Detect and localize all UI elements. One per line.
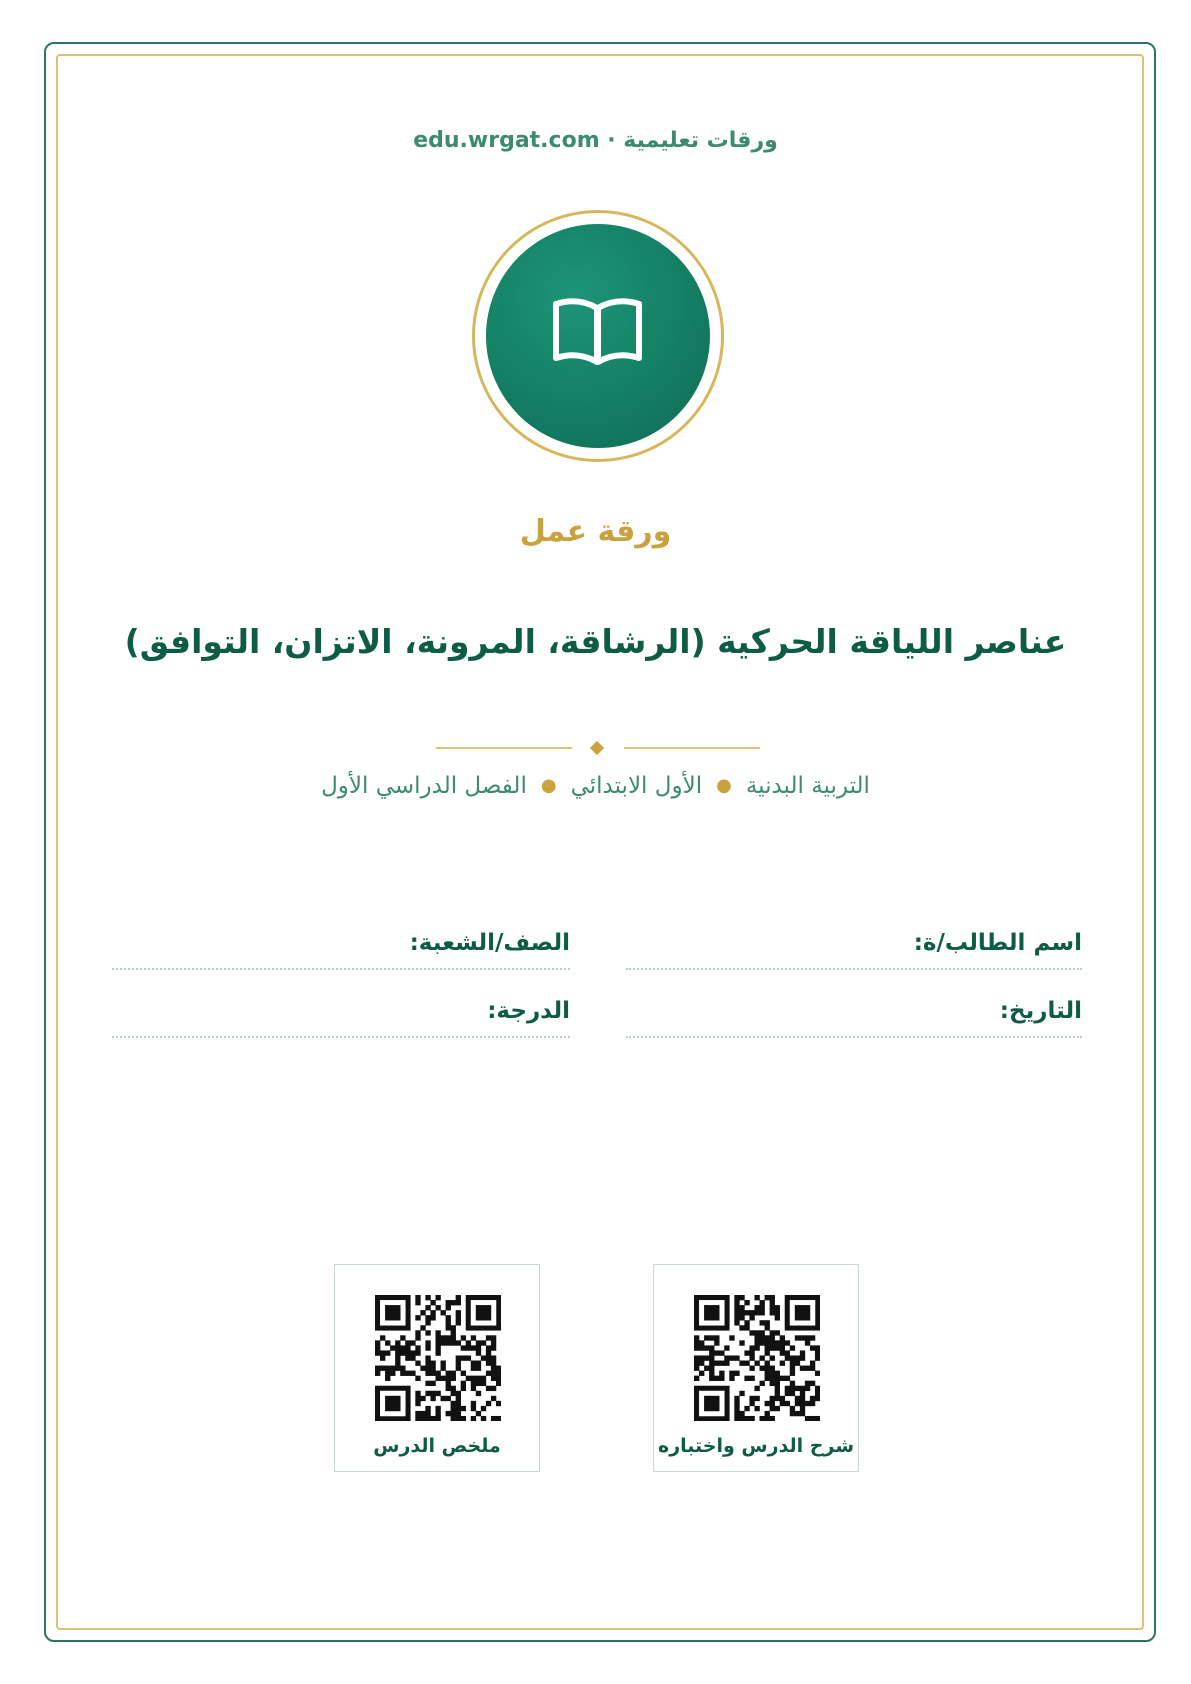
- qr-code-icon: [375, 1295, 501, 1421]
- divider-left: [436, 747, 572, 749]
- class-section-label: الصف/الشعبة:: [409, 930, 570, 956]
- class-section-line: [112, 968, 570, 970]
- qr-card-lesson-explanation[interactable]: [653, 1264, 859, 1472]
- class-section-field[interactable]: [112, 930, 570, 970]
- meta-separator: ●: [540, 775, 557, 796]
- divider-right: [624, 747, 760, 749]
- date-field[interactable]: [626, 998, 1082, 1038]
- document-type: ورقة عمل: [519, 514, 672, 549]
- meta-separator: ●: [716, 775, 732, 796]
- score-label: الدرجة:: [487, 998, 570, 1024]
- meta-grade: الأول الابتدائي: [570, 773, 703, 799]
- open-book-icon: [486, 224, 710, 448]
- emblem: [486, 224, 710, 448]
- qr-code-icon: [694, 1295, 820, 1421]
- qr-label-lesson-explanation: شرح الدرس واختباره: [657, 1435, 855, 1457]
- meta-term: الفصل الدراسي الأول: [321, 773, 527, 799]
- meta-subject: التربية البدنية: [745, 773, 870, 799]
- site-line: ورقات تعليمية · edu.wrgat.com: [413, 128, 778, 153]
- student-name-label: اسم الطالب/ة:: [913, 930, 1082, 956]
- meta-row: [0, 773, 1191, 799]
- document-title: عناصر اللياقة الحركية (الرشاقة، المرونة، الاتزان، التوافق): [124, 622, 1067, 661]
- score-field[interactable]: [112, 998, 570, 1038]
- student-name-line: [626, 968, 1082, 970]
- qr-card-lesson-summary[interactable]: [334, 1264, 540, 1472]
- score-line: [112, 1036, 570, 1038]
- qr-label-lesson-summary: ملخص الدرس: [373, 1435, 501, 1457]
- date-label: التاريخ:: [999, 998, 1082, 1024]
- date-line: [626, 1036, 1082, 1038]
- student-name-field[interactable]: [626, 930, 1082, 970]
